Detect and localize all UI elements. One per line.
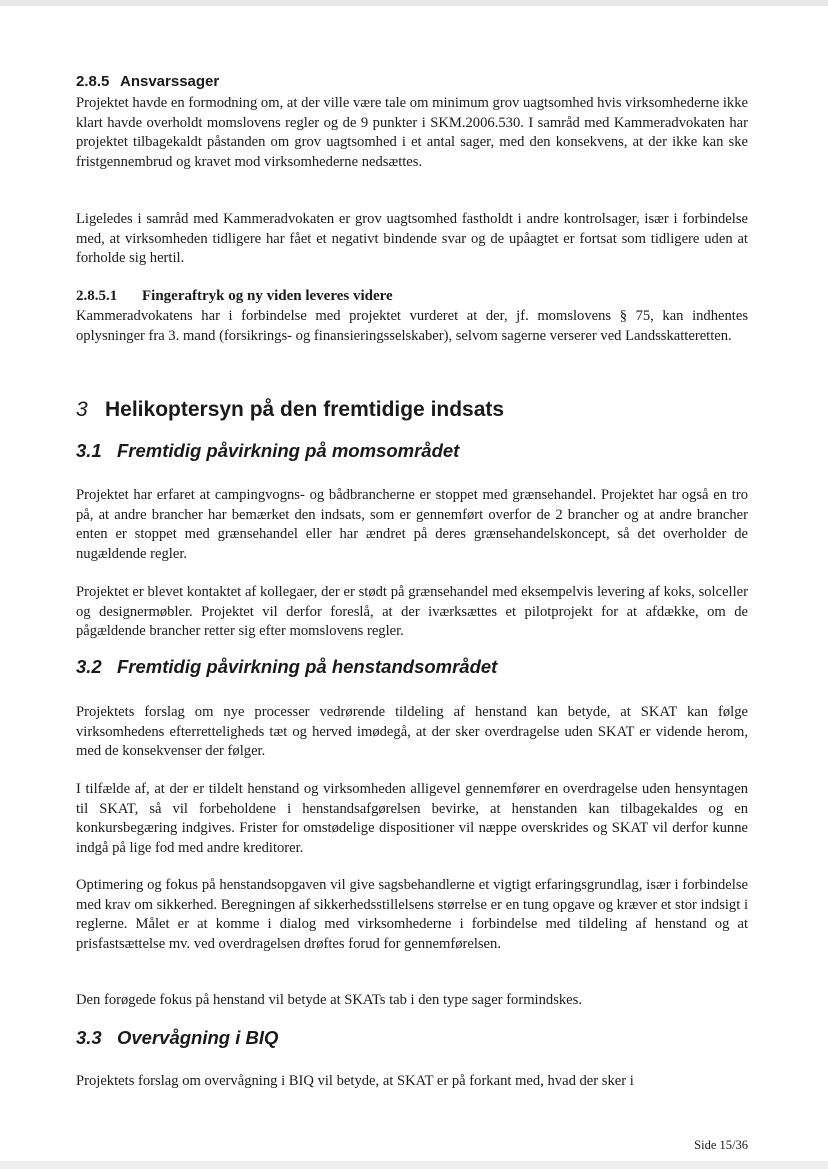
section-title: Ansvarssager [120, 73, 220, 90]
section-title: Fremtidig påvirkning på momsområdet [117, 440, 460, 461]
paragraph: Kammeradvokatens har i forbindelse med projektet vurderet at der, jf. momslovens § 75, kan indhentes oplysninger fra 3. mand (forsikrings- og finansieringsselskaber), selvom sagerne verserer ved Landsskatteretten. [76, 308, 748, 344]
section-title: Fingeraftryk og ny viden leveres videre [142, 288, 393, 304]
section-title: Helikoptersyn på den fremtidige indsats [105, 398, 505, 421]
section-title: Fremtidig påvirkning på henstandsområdet [117, 656, 498, 677]
section-title: Overvågning i BIQ [117, 1027, 279, 1048]
section-number: 2.8.5.1 [76, 288, 118, 304]
section-number: 2.8.5 [76, 73, 110, 90]
section-number: 3 [76, 398, 88, 421]
section-heading-2-8-5 [76, 72, 219, 91]
paragraph: Projektet er blevet kontaktet af kollegaer, der er stødt på grænsehandel med eksempelvis levering af koks, solceller og designermøbler. Projektet vil derfor foreslå, at der iværksættes et pilotprojekt for at afdække, om de pågældende brancher retter sig efter momslovens regler. [76, 584, 748, 639]
paragraph: Ligeledes i samråd med Kammeradvokaten er grov uagtsomhed fastholdt i andre kontrolsager, især i forbindelse med, at virksomheden tidligere har fået et negativt bindende svar og de upåagtet er fortsat som tidligere uden at forholde sig hertil. [76, 211, 748, 266]
section-number: 3.3 [76, 1027, 102, 1048]
paragraph: Projektets forslag om overvågning i BIQ vil betyde, at SKAT er på forkant med, hvad der sker i [76, 1073, 634, 1089]
bottom-edge [0, 1161, 828, 1169]
section-heading-3-2 [76, 655, 497, 679]
paragraph: I tilfælde af, at der er tildelt henstand og virksomheden alligevel gennemfører en overdragelse uden hensyntagen til SKAT, så vil forbeholdene i henstandsafgørelsen bevirke, at henstanden kan tilbagekaldes og en konkursbegæring indgives. Frister for omstødelige dispositioner vil næppe overskrides og SKAT vil derfor kunne indgå på lige fod med andre kreditorer. [76, 781, 748, 856]
section-heading-3-3 [76, 1026, 278, 1050]
section-number: 3.1 [76, 440, 102, 461]
paragraph: Projektets forslag om nye processer vedrørende tildeling af henstand kan betyde, at SKAT kan følge virksomhedens efterretteligheds tæt og herved imødegå, at der sker overdragelse uden SKAT er vidende herom, med de konsekvenser der følger. [76, 704, 748, 759]
paragraph: Projektet har erfaret at campingvogns- og bådbrancherne er stoppet med grænsehandel. Projektet har også en tro på, at andre brancher har bemærket den indsats, som er gennemført overfor de 2 brancher og at andre brancher enten er stoppet med grænsehandel eller har ændret på deres grænsehandelskoncept, så det overholder de nugældende regler. [76, 487, 748, 562]
section-heading-3-1 [76, 439, 459, 463]
section-number: 3.2 [76, 656, 102, 677]
paragraph: Optimering og fokus på henstandsopgaven vil give sagsbehandlerne et vigtigt erfaringsgrundlag, især i forbindelse med krav om sikkerhed. Beregningen af sikkerhedsstillelsens størrelse er en tung opgave og kræver et stor indsigt i reglerne. Målet er at komme i dialog med virksomhederne i forbindelse med tildeling af henstand og at prisfastsættelse mv. ved overdragelsen drøftes forud for gennemførelsen. [76, 877, 748, 952]
chapter-heading-3 [76, 397, 504, 423]
section-heading-2-8-5-1 [76, 287, 393, 306]
paragraph: Den forøgede fokus på henstand vil betyde at SKATs tab i den type sager formindskes. [76, 992, 582, 1008]
top-edge [0, 0, 828, 6]
page-number: Side 15/36 [694, 1138, 748, 1152]
paragraph: Projektet havde en formodning om, at der ville være tale om minimum grov uagtsomhed hvis virksomhederne ikke klart havde overholdt momslovens regler og de 9 punkter i SKM.2006.530. I samråd med Kammeradvokaten har projektet tilbagekaldt påstanden om grov uagtsomhed i et antal sager, med den konsekvens, at der ikke kan ske fristgennembrud og kravet mod virksomhederne nedsættes. [76, 95, 748, 170]
